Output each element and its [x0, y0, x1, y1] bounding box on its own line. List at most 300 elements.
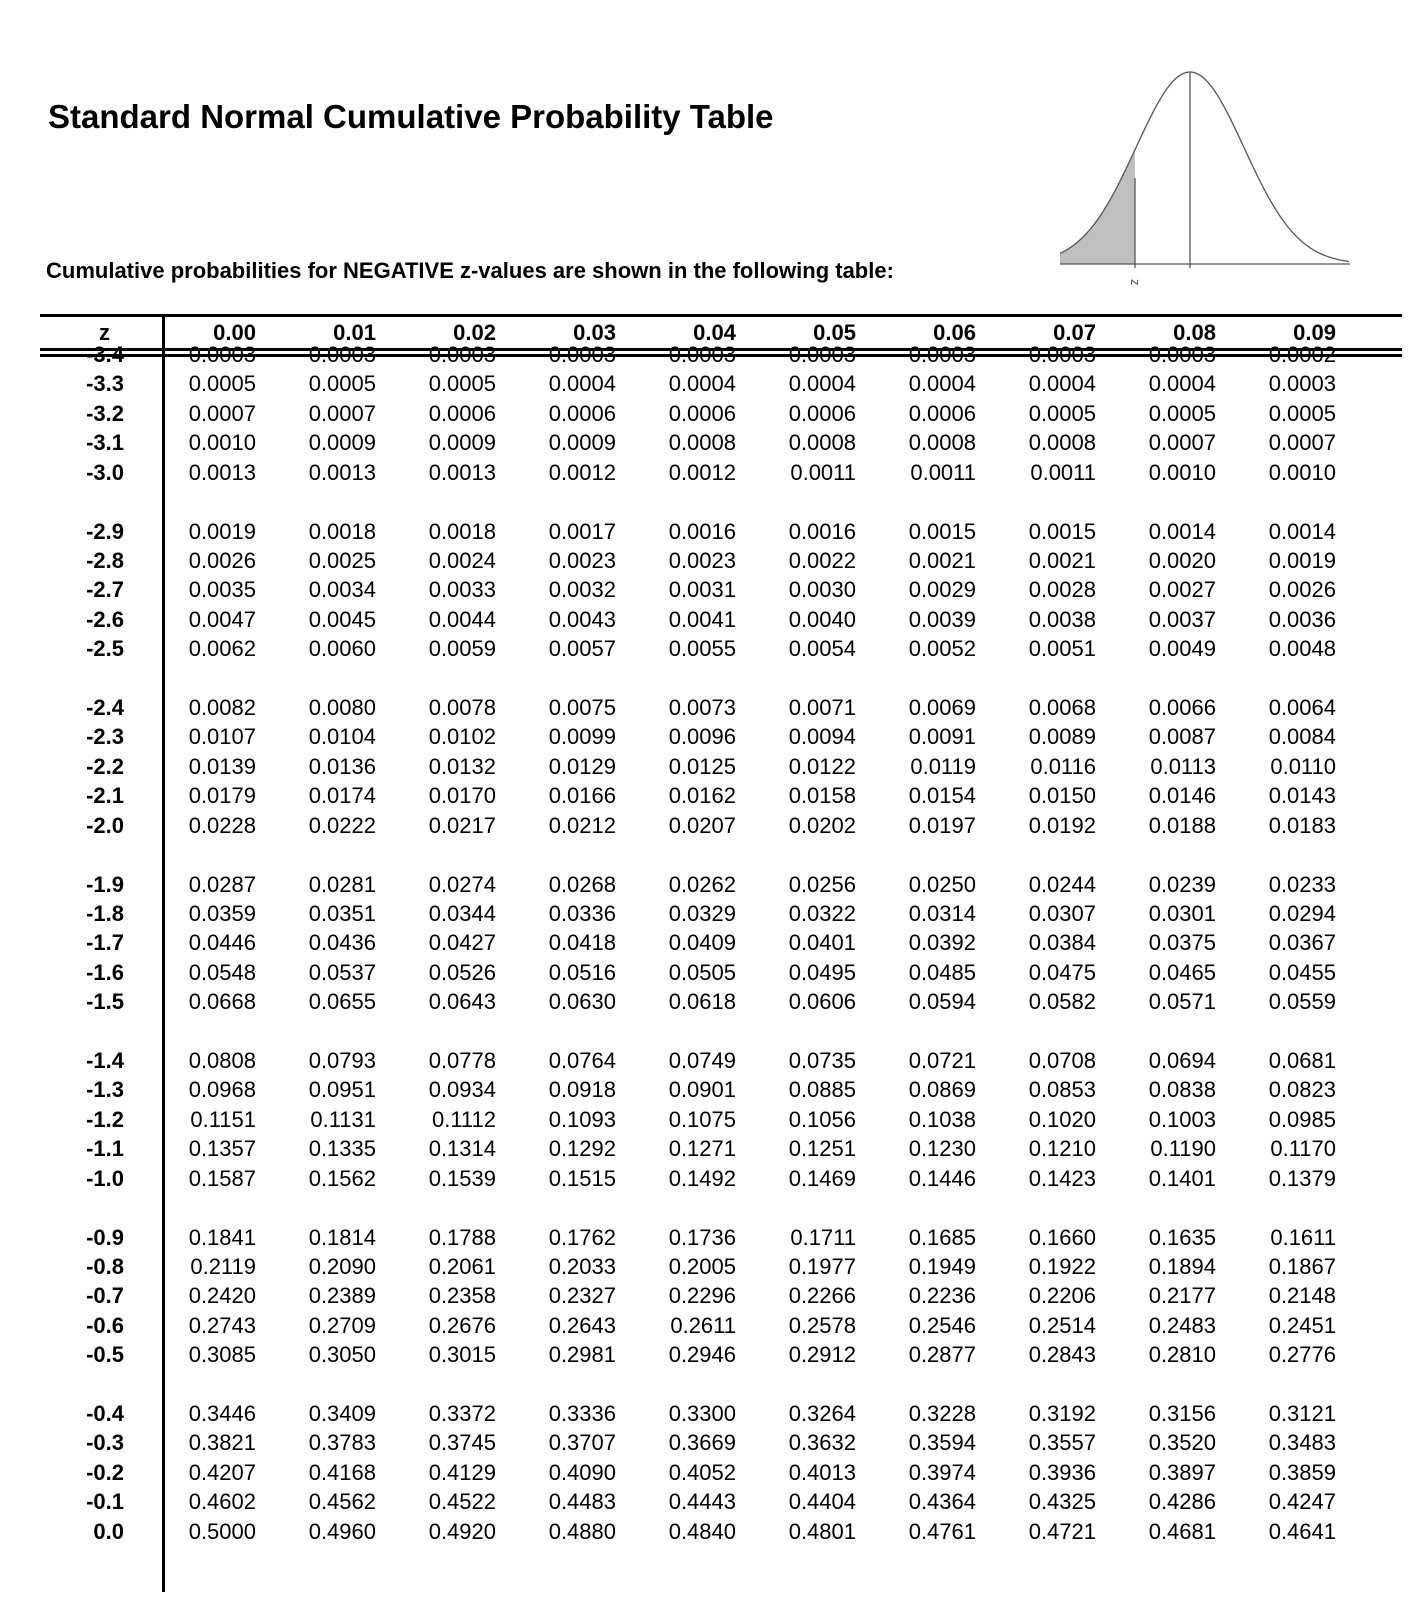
probability-cell: 0.3974 [908, 1459, 976, 1485]
probability-cell: 0.0643 [428, 989, 496, 1015]
probability-cell: 0.0003 [1268, 371, 1336, 397]
probability-cell: 0.0838 [1148, 1077, 1216, 1103]
probability-cell: 0.3336 [548, 1401, 616, 1426]
probability-cell: 0.0618 [668, 989, 736, 1015]
probability-cell: 0.1292 [548, 1136, 616, 1162]
probability-cell: 0.0885 [788, 1077, 856, 1103]
z-value-cell: -2.2 [86, 753, 124, 779]
probability-cell: 0.0125 [668, 753, 736, 779]
probability-cell: 0.4840 [668, 1518, 736, 1544]
probability-cell: 0.0526 [428, 959, 496, 985]
probability-cell: 0.1685 [908, 1224, 976, 1250]
probability-cell: 0.0004 [1148, 371, 1216, 397]
probability-cell: 0.0009 [428, 430, 496, 456]
probability-cell: 0.0060 [308, 636, 376, 662]
probability-cell: 0.0793 [308, 1048, 376, 1073]
probability-cell: 0.3594 [908, 1430, 976, 1456]
z-value-cell: -3.3 [86, 371, 124, 397]
probability-cell: 0.4761 [908, 1518, 976, 1544]
probability-cell: 0.0268 [548, 871, 616, 897]
probability-cell: 0.0217 [428, 812, 496, 838]
probability-cell: 0.0037 [1148, 606, 1216, 632]
z-value-cell: -1.0 [86, 1165, 124, 1191]
table-caption: Cumulative probabilities for NEGATIVE z-values are shown in the following table: [46, 258, 894, 283]
z-value-cell: -0.6 [86, 1312, 124, 1338]
probability-cell: 0.2005 [668, 1253, 736, 1279]
probability-cell: 0.0158 [788, 783, 856, 809]
probability-cell: 0.2743 [188, 1312, 256, 1338]
probability-cell: 0.0064 [1268, 695, 1336, 720]
table-row [40, 958, 1402, 988]
probability-cell: 0.1867 [1268, 1253, 1336, 1279]
probability-cell: 0.1003 [1148, 1106, 1216, 1132]
probability-cell: 0.4052 [668, 1459, 736, 1485]
probability-cell: 0.0392 [908, 930, 976, 956]
probability-cell: 0.0351 [308, 900, 376, 926]
probability-cell: 0.0446 [188, 930, 256, 956]
probability-cell: 0.2643 [548, 1312, 616, 1338]
probability-cell: 0.2981 [548, 1342, 616, 1368]
probability-cell: 0.1711 [790, 1224, 856, 1250]
table-row [40, 369, 1402, 399]
probability-cell: 0.0384 [1028, 930, 1096, 956]
probability-cell: 0.4801 [788, 1518, 856, 1544]
probability-cell: 0.0048 [1268, 636, 1336, 662]
table-row [40, 1281, 1402, 1311]
probability-cell: 0.0007 [1268, 430, 1336, 456]
probability-cell: 0.3520 [1148, 1430, 1216, 1456]
z-value-cell: -3.2 [86, 400, 124, 426]
probability-cell: 0.0082 [188, 695, 256, 720]
table-row [40, 1105, 1402, 1135]
probability-cell: 0.2177 [1148, 1283, 1216, 1309]
probability-cell: 0.0021 [1028, 547, 1096, 573]
probability-cell: 0.0084 [1268, 724, 1336, 750]
probability-cell: 0.0008 [788, 430, 856, 456]
probability-cell: 0.4325 [1028, 1489, 1096, 1515]
probability-cell: 0.2877 [908, 1342, 976, 1368]
probability-cell: 0.0681 [1268, 1048, 1336, 1073]
z-value-cell: -1.2 [86, 1106, 124, 1132]
probability-cell: 0.1469 [788, 1165, 856, 1191]
probability-cell: 0.0004 [1028, 371, 1096, 397]
probability-cell: 0.4207 [188, 1459, 256, 1485]
probability-cell: 0.0516 [548, 959, 616, 985]
probability-cell: 0.0129 [548, 753, 616, 779]
probability-cell: 0.3156 [1148, 1401, 1216, 1426]
table-row [40, 517, 1402, 547]
probability-cell: 0.0051 [1028, 636, 1096, 662]
probability-cell: 0.1401 [1148, 1165, 1216, 1191]
probability-cell: 0.0256 [788, 871, 856, 897]
table-row [40, 1487, 1402, 1517]
probability-cell: 0.2514 [1028, 1312, 1096, 1338]
probability-cell: 0.4681 [1148, 1518, 1216, 1544]
z-value-cell: -2.4 [86, 695, 124, 720]
probability-cell: 0.0003 [1148, 342, 1216, 367]
probability-cell: 0.2327 [548, 1283, 616, 1309]
probability-cell: 0.0049 [1148, 636, 1216, 662]
probability-cell: 0.4920 [428, 1518, 496, 1544]
probability-cell: 0.0694 [1148, 1048, 1216, 1073]
probability-cell: 0.0094 [788, 724, 856, 750]
probability-cell: 0.0582 [1028, 989, 1096, 1015]
column-header: 0.05 [813, 320, 856, 345]
table-row [40, 605, 1402, 635]
probability-cell: 0.0322 [788, 900, 856, 926]
probability-cell: 0.0465 [1148, 959, 1216, 985]
probability-cell: 0.0004 [908, 371, 976, 397]
probability-cell: 0.0008 [668, 430, 736, 456]
table-row [40, 1458, 1402, 1488]
probability-cell: 0.0006 [548, 400, 616, 426]
probability-cell: 0.0032 [548, 577, 616, 603]
probability-cell: 0.0233 [1268, 871, 1336, 897]
probability-cell: 0.2843 [1028, 1342, 1096, 1368]
probability-cell: 0.0007 [188, 400, 256, 426]
table-row [40, 1517, 1402, 1547]
probability-cell: 0.0307 [1028, 900, 1096, 926]
probability-cell: 0.0495 [788, 959, 856, 985]
table-row [40, 1164, 1402, 1194]
table-row [40, 634, 1402, 664]
probability-cell: 0.0080 [308, 695, 376, 720]
probability-cell: 0.0918 [548, 1077, 616, 1103]
probability-cell: 0.0436 [308, 930, 376, 956]
probability-cell: 0.0154 [908, 783, 976, 809]
probability-cell: 0.0013 [308, 459, 376, 485]
probability-cell: 0.0110 [1270, 753, 1336, 779]
probability-cell: 0.0559 [1268, 989, 1336, 1015]
probability-cell: 0.4013 [788, 1459, 856, 1485]
probability-cell: 0.2389 [308, 1283, 376, 1309]
probability-cell: 0.1170 [1270, 1136, 1336, 1162]
z-value-cell: -0.1 [86, 1489, 124, 1515]
probability-cell: 0.0034 [308, 577, 376, 603]
probability-cell: 0.0003 [428, 342, 496, 367]
normal-curve-figure [1060, 62, 1390, 302]
probability-cell: 0.3632 [788, 1430, 856, 1456]
probability-cell: 0.0002 [1268, 342, 1336, 367]
probability-cell: 0.0869 [908, 1077, 976, 1103]
z-value-cell: -0.7 [86, 1283, 124, 1309]
probability-cell: 0.2296 [668, 1283, 736, 1309]
column-header: 0.09 [1293, 320, 1336, 345]
z-value-cell: -1.5 [86, 989, 124, 1015]
page-title: Standard Normal Cumulative Probability Table [48, 98, 774, 135]
probability-cell: 0.0367 [1268, 930, 1336, 956]
probability-cell: 0.1271 [668, 1136, 736, 1162]
probability-cell: 0.0089 [1028, 724, 1096, 750]
z-value-cell: -2.7 [86, 577, 124, 603]
z-value-cell: -3.1 [86, 430, 124, 456]
probability-cell: 0.0007 [308, 400, 376, 426]
probability-cell: 0.0052 [908, 636, 976, 662]
probability-cell: 0.0228 [188, 812, 256, 838]
probability-cell: 0.0250 [908, 871, 976, 897]
probability-cell: 0.0017 [548, 518, 616, 544]
probability-cell: 0.1379 [1268, 1165, 1336, 1191]
probability-cell: 0.0985 [1268, 1106, 1336, 1132]
probability-cell: 0.2709 [308, 1312, 376, 1338]
probability-cell: 0.0039 [908, 606, 976, 632]
probability-cell: 0.3707 [548, 1430, 616, 1456]
probability-cell: 0.1020 [1028, 1106, 1096, 1132]
table-row [40, 693, 1402, 723]
z-value-cell: -2.9 [86, 518, 124, 544]
probability-cell: 0.0003 [308, 342, 376, 367]
probability-cell: 0.3859 [1268, 1459, 1336, 1485]
probability-cell: 0.0409 [668, 930, 736, 956]
probability-cell: 0.3050 [308, 1342, 376, 1368]
probability-cell: 0.0485 [908, 959, 976, 985]
probability-cell: 0.1056 [788, 1106, 856, 1132]
probability-cell: 0.0075 [548, 695, 616, 720]
z-value-cell: -2.6 [86, 606, 124, 632]
probability-cell: 0.0023 [668, 547, 736, 573]
probability-cell: 0.0179 [188, 783, 256, 809]
table-row [40, 1075, 1402, 1105]
probability-cell: 0.1539 [428, 1165, 496, 1191]
probability-cell: 0.0005 [188, 371, 256, 397]
probability-cell: 0.2810 [1148, 1342, 1216, 1368]
probability-cell: 0.0764 [548, 1048, 616, 1073]
table-row [40, 899, 1402, 929]
z-value-cell: -2.1 [86, 783, 124, 809]
probability-cell: 0.0301 [1148, 900, 1216, 926]
probability-cell: 0.0146 [1148, 783, 1216, 809]
probability-cell: 0.0005 [1028, 400, 1096, 426]
probability-cell: 0.0314 [908, 900, 976, 926]
table-row [40, 340, 1402, 370]
probability-cell: 0.0011 [910, 459, 976, 485]
probability-cell: 0.0044 [428, 606, 496, 632]
probability-cell: 0.3897 [1148, 1459, 1216, 1485]
z-value-cell: -1.9 [86, 871, 124, 897]
probability-cell: 0.0018 [428, 518, 496, 544]
probability-cell: 0.0853 [1028, 1077, 1096, 1103]
probability-cell: 0.1894 [1148, 1253, 1216, 1279]
probability-cell: 0.0401 [788, 930, 856, 956]
probability-cell: 0.1841 [188, 1224, 256, 1250]
probability-cell: 0.4562 [308, 1489, 376, 1515]
probability-cell: 0.0091 [908, 724, 976, 750]
probability-cell: 0.0136 [308, 753, 376, 779]
probability-cell: 0.0012 [548, 459, 616, 485]
probability-cell: 0.1210 [1028, 1136, 1096, 1162]
probability-table [40, 314, 1402, 1592]
probability-cell: 0.4880 [548, 1518, 616, 1544]
probability-cell: 0.0019 [1268, 547, 1336, 573]
z-value-cell: -0.8 [86, 1253, 124, 1279]
probability-cell: 0.0166 [548, 783, 616, 809]
probability-cell: 0.1093 [548, 1106, 616, 1132]
probability-cell: 0.0006 [668, 400, 736, 426]
probability-cell: 0.0116 [1030, 753, 1096, 779]
column-header: 0.04 [693, 320, 736, 345]
probability-cell: 0.0035 [188, 577, 256, 603]
probability-cell: 0.0003 [908, 342, 976, 367]
z-value-cell: -1.8 [86, 900, 124, 926]
probability-cell: 0.0026 [1268, 577, 1336, 603]
table-row [40, 987, 1402, 1017]
probability-cell: 0.0192 [1028, 812, 1096, 838]
probability-cell: 0.0016 [788, 518, 856, 544]
table-row [40, 1311, 1402, 1341]
probability-cell: 0.0055 [668, 636, 736, 662]
probability-cell: 0.4960 [308, 1518, 376, 1544]
probability-cell: 0.1112 [431, 1106, 496, 1132]
probability-cell: 0.4522 [428, 1489, 496, 1515]
table-row [40, 752, 1402, 782]
probability-cell: 0.0344 [428, 900, 496, 926]
z-value-cell: -0.4 [86, 1401, 124, 1426]
probability-cell: 0.0003 [1028, 342, 1096, 367]
probability-cell: 0.0287 [188, 871, 256, 897]
probability-cell: 0.0010 [188, 430, 256, 456]
probability-cell: 0.1075 [668, 1106, 736, 1132]
probability-cell: 0.0274 [428, 871, 496, 897]
probability-cell: 0.1151 [190, 1106, 256, 1132]
probability-cell: 0.0005 [428, 371, 496, 397]
probability-cell: 0.0113 [1150, 753, 1216, 779]
probability-cell: 0.0708 [1028, 1048, 1096, 1073]
probability-cell: 0.0028 [1028, 577, 1096, 603]
probability-cell: 0.0207 [668, 812, 736, 838]
probability-cell: 0.4168 [308, 1459, 376, 1485]
probability-cell: 0.2236 [908, 1283, 976, 1309]
z-value-cell: -0.9 [86, 1224, 124, 1250]
probability-cell: 0.4129 [428, 1459, 496, 1485]
probability-cell: 0.0014 [1148, 518, 1216, 544]
probability-cell: 0.4443 [668, 1489, 736, 1515]
probability-cell: 0.0630 [548, 989, 616, 1015]
probability-cell: 0.0901 [668, 1077, 736, 1103]
z-column-header: z [99, 320, 110, 345]
probability-cell: 0.0375 [1148, 930, 1216, 956]
probability-cell: 0.0010 [1148, 459, 1216, 485]
z-value-cell: -3.4 [86, 342, 124, 367]
probability-cell: 0.0102 [428, 724, 496, 750]
probability-cell: 0.0033 [428, 577, 496, 603]
probability-cell: 0.0202 [788, 812, 856, 838]
probability-cell: 0.1423 [1028, 1165, 1096, 1191]
probability-cell: 0.0057 [548, 636, 616, 662]
probability-cell: 0.0014 [1268, 518, 1336, 544]
table-row [40, 1399, 1402, 1429]
z-value-cell: -1.6 [86, 959, 124, 985]
z-value-cell: -2.0 [86, 812, 124, 838]
probability-cell: 0.0170 [428, 783, 496, 809]
probability-cell: 0.3192 [1028, 1401, 1096, 1426]
probability-cell: 0.2206 [1028, 1283, 1096, 1309]
table-row [40, 399, 1402, 429]
probability-cell: 0.0418 [548, 930, 616, 956]
probability-cell: 0.2546 [908, 1312, 976, 1338]
probability-cell: 0.0040 [788, 606, 856, 632]
probability-cell: 0.0066 [1148, 695, 1216, 720]
probability-cell: 0.0004 [548, 371, 616, 397]
probability-cell: 0.0015 [908, 518, 976, 544]
probability-cell: 0.3821 [188, 1430, 256, 1456]
column-header: 0.08 [1173, 320, 1216, 345]
probability-cell: 0.0655 [308, 989, 376, 1015]
probability-cell: 0.3085 [188, 1342, 256, 1368]
probability-cell: 0.0013 [428, 459, 496, 485]
probability-cell: 0.0011 [790, 459, 856, 485]
z-value-cell: -0.3 [86, 1430, 124, 1456]
probability-cell: 0.0162 [668, 783, 736, 809]
probability-cell: 0.0003 [548, 342, 616, 367]
probability-cell: 0.1736 [668, 1224, 736, 1250]
probability-cell: 0.1251 [788, 1136, 856, 1162]
probability-cell: 0.0009 [548, 430, 616, 456]
probability-cell: 0.3936 [1028, 1459, 1096, 1485]
probability-cell: 0.0015 [1028, 518, 1096, 544]
probability-cell: 0.2148 [1268, 1283, 1336, 1309]
probability-cell: 0.0188 [1148, 812, 1216, 838]
probability-cell: 0.2483 [1148, 1312, 1216, 1338]
probability-cell: 0.1190 [1150, 1136, 1216, 1162]
probability-cell: 0.0281 [308, 871, 376, 897]
probability-cell: 0.2578 [788, 1312, 856, 1338]
probability-cell: 0.3372 [428, 1401, 496, 1426]
table-row [40, 781, 1402, 811]
probability-cell: 0.1038 [908, 1106, 976, 1132]
table-row [40, 811, 1402, 841]
probability-cell: 0.0008 [1028, 430, 1096, 456]
probability-cell: 0.0455 [1268, 959, 1336, 985]
probability-cell: 0.0013 [188, 459, 256, 485]
probability-cell: 0.1357 [188, 1136, 256, 1162]
probability-cell: 0.0073 [668, 695, 736, 720]
z-value-cell: -0.2 [86, 1459, 124, 1485]
probability-cell: 0.0139 [188, 753, 256, 779]
z-marker-label: z [1128, 279, 1143, 286]
probability-cell: 0.3015 [428, 1342, 496, 1368]
probability-cell: 0.0016 [668, 518, 736, 544]
probability-cell: 0.0808 [188, 1048, 256, 1073]
probability-cell: 0.0011 [1030, 459, 1096, 485]
probability-cell: 0.0030 [788, 577, 856, 603]
probability-cell: 0.0721 [908, 1048, 976, 1073]
probability-cell: 0.3121 [1268, 1401, 1336, 1426]
probability-cell: 0.0078 [428, 695, 496, 720]
z-value-cell: 0.0 [93, 1518, 124, 1544]
probability-cell: 0.1922 [1028, 1253, 1096, 1279]
probability-cell: 0.0047 [188, 606, 256, 632]
probability-cell: 0.2776 [1268, 1342, 1336, 1368]
probability-cell: 0.2358 [428, 1283, 496, 1309]
probability-cell: 0.0150 [1028, 783, 1096, 809]
probability-cell: 0.4721 [1028, 1518, 1096, 1544]
column-header: 0.06 [933, 320, 976, 345]
probability-cell: 0.1788 [428, 1224, 496, 1250]
probability-cell: 0.0104 [308, 724, 376, 750]
probability-cell: 0.0594 [908, 989, 976, 1015]
probability-cell: 0.0020 [1148, 547, 1216, 573]
column-header: 0.00 [213, 320, 256, 345]
probability-cell: 0.0548 [188, 959, 256, 985]
table-row [40, 1252, 1402, 1282]
probability-cell: 0.0022 [788, 547, 856, 573]
z-value-cell: -0.5 [86, 1342, 124, 1368]
probability-cell: 0.0023 [548, 547, 616, 573]
column-header: 0.01 [333, 320, 376, 345]
probability-cell: 0.3264 [788, 1401, 856, 1426]
probability-cell: 0.2266 [788, 1283, 856, 1309]
probability-cell: 0.4602 [188, 1489, 256, 1515]
